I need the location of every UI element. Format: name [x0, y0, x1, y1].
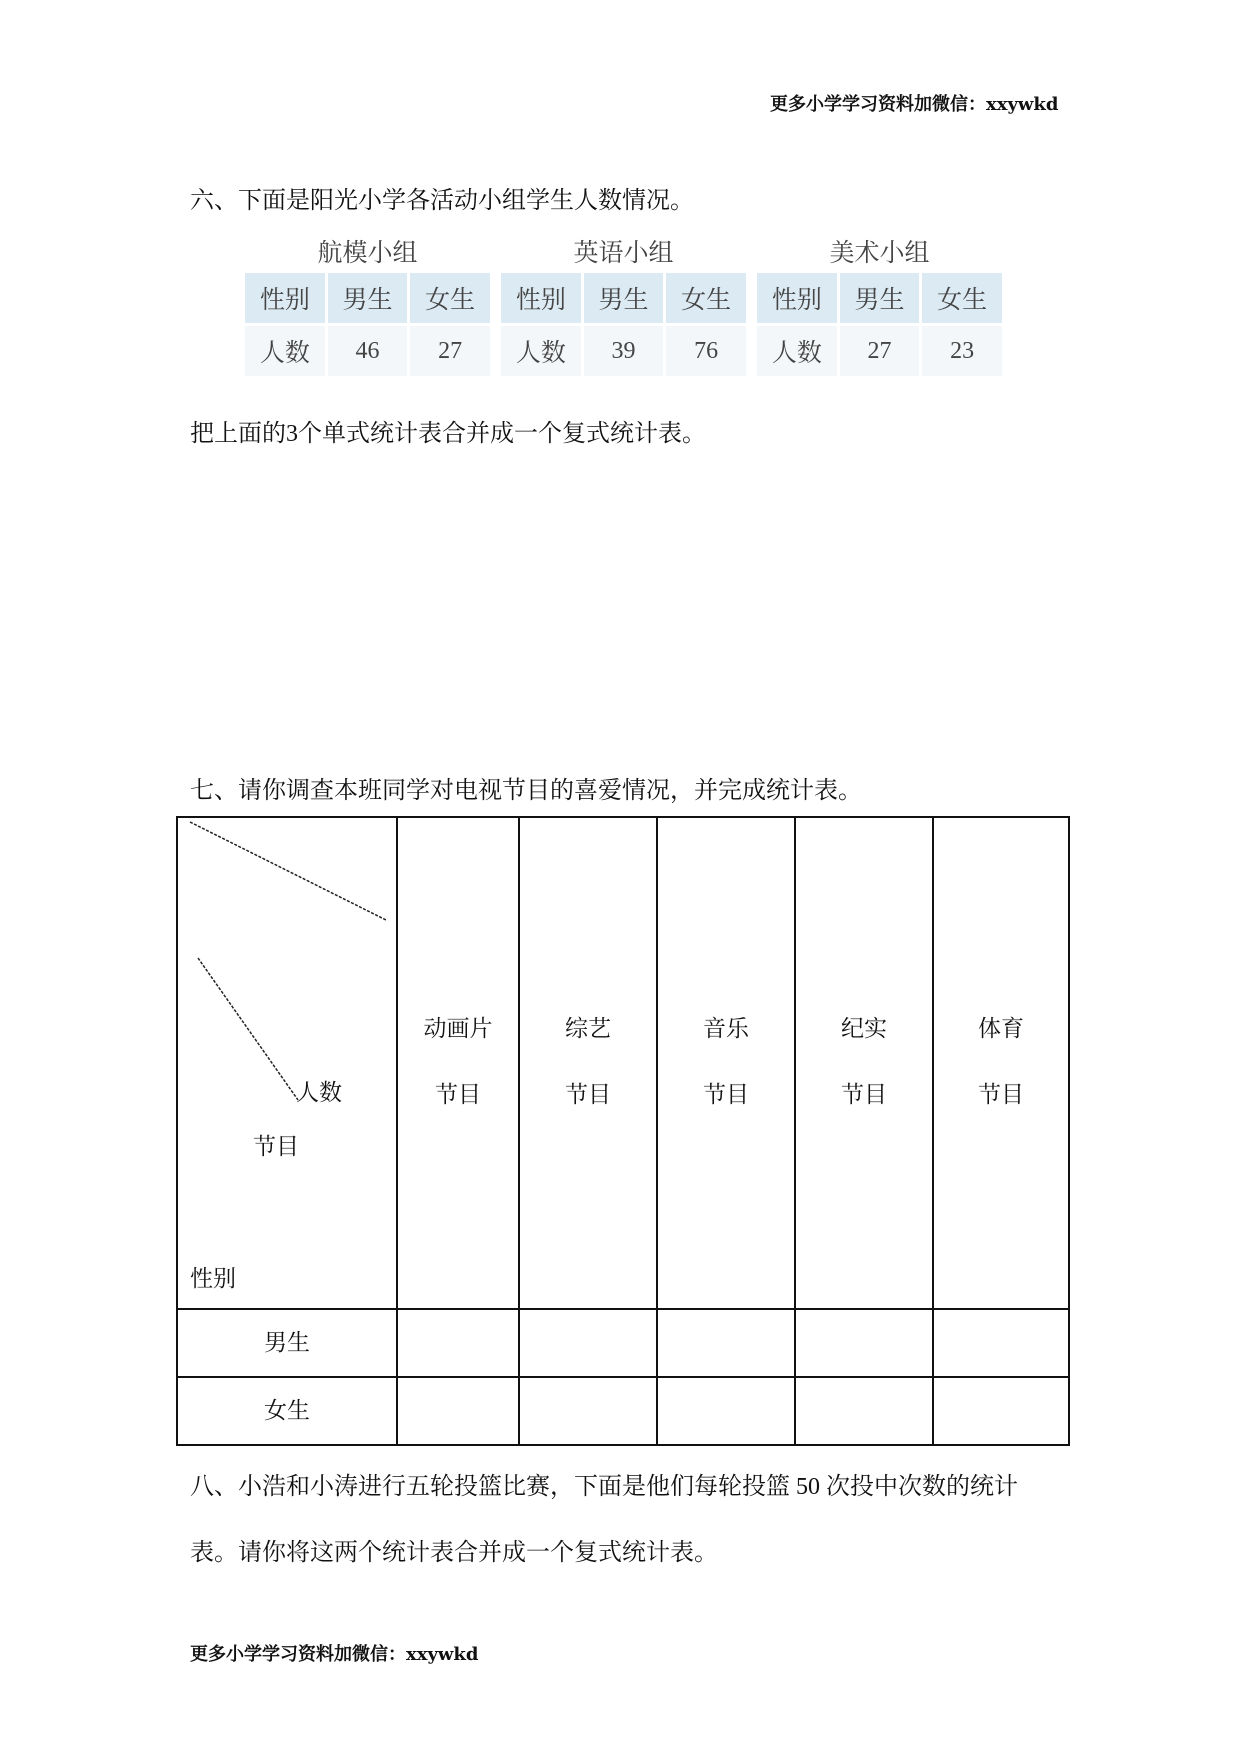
table-title: 航模小组	[317, 238, 418, 267]
column-header-line2: 节目	[841, 1082, 887, 1108]
column-header-line1: 纪实	[841, 1016, 887, 1042]
question-8-line1	[190, 1466, 1070, 1501]
value-cell: 39	[584, 326, 664, 376]
header-cell: 男生	[584, 273, 664, 323]
corner-label-count: 人数	[296, 1080, 342, 1106]
table-header-row	[757, 273, 1002, 323]
table-row	[501, 326, 746, 376]
table-title: 英语小组	[573, 238, 674, 267]
instruction-text: 个单式统计表合并成一个复式统计表。	[298, 419, 706, 447]
header-cell: 男生	[840, 273, 920, 323]
survey-table	[176, 816, 1070, 1446]
table-aviation-group	[245, 233, 490, 379]
column-header-line1: 体育	[978, 1016, 1024, 1042]
corner-label-gender: 性别	[190, 1266, 236, 1292]
row-label: 人数	[757, 326, 837, 376]
header-cell: 男生	[328, 273, 408, 323]
column-header-line2: 节目	[703, 1082, 749, 1108]
question-8-line2: 表。请你将这两个统计表合并成一个复式统计表。	[190, 1538, 718, 1566]
instruction-number: 3	[286, 421, 298, 447]
header-cell: 女生	[666, 273, 746, 323]
header-cell: 女生	[410, 273, 490, 323]
row-label: 人数	[501, 326, 581, 376]
column-header-line2: 节目	[978, 1082, 1024, 1108]
question-6-title: 六、下面是阳光小学各活动小组学生人数情况。	[190, 186, 694, 214]
row-label-boys: 男生	[264, 1330, 310, 1356]
value-cell: 76	[666, 326, 746, 376]
column-header-line1: 动画片	[423, 1016, 493, 1042]
question-7-title: 七、请你调查本班同学对电视节目的喜爱情况，并完成统计表。	[190, 776, 862, 804]
q8-text: 次投中次数的统计	[826, 1472, 1018, 1500]
table-row	[245, 326, 490, 376]
corner-diagonals	[190, 822, 386, 1100]
question-6-instruction	[190, 413, 706, 448]
page-footer-note: 更多小学学习资料加微信：xxywkd	[190, 1644, 479, 1665]
value-cell: 46	[328, 326, 408, 376]
q8-text: 八、小浩和小涛进行五轮投篮比赛，下面是他们每轮投篮	[190, 1472, 790, 1500]
table-row	[757, 326, 1002, 376]
table-english-group	[501, 233, 746, 379]
instruction-text: 把上面的	[190, 419, 286, 447]
q8-number: 50	[796, 1474, 820, 1500]
table-header-row	[245, 273, 490, 323]
row-label: 人数	[245, 326, 325, 376]
row-label-girls: 女生	[264, 1398, 310, 1424]
header-cell: 女生	[922, 273, 1002, 323]
column-header-line2: 节目	[435, 1082, 481, 1108]
table-art-group	[757, 233, 1002, 379]
header-cell: 性别	[757, 273, 837, 323]
value-cell: 27	[410, 326, 490, 376]
page-header-note: 更多小学学习资料加微信：xxywkd	[770, 94, 1059, 115]
header-cell: 性别	[245, 273, 325, 323]
table-header-row	[501, 273, 746, 323]
table-title: 美术小组	[829, 238, 930, 267]
column-header-line2: 节目	[565, 1082, 611, 1108]
value-cell: 23	[922, 326, 1002, 376]
header-cell: 性别	[501, 273, 581, 323]
value-cell: 27	[840, 326, 920, 376]
corner-label-program: 节目	[253, 1134, 299, 1160]
column-header-line1: 音乐	[703, 1016, 749, 1042]
column-header-line1: 综艺	[565, 1016, 611, 1042]
